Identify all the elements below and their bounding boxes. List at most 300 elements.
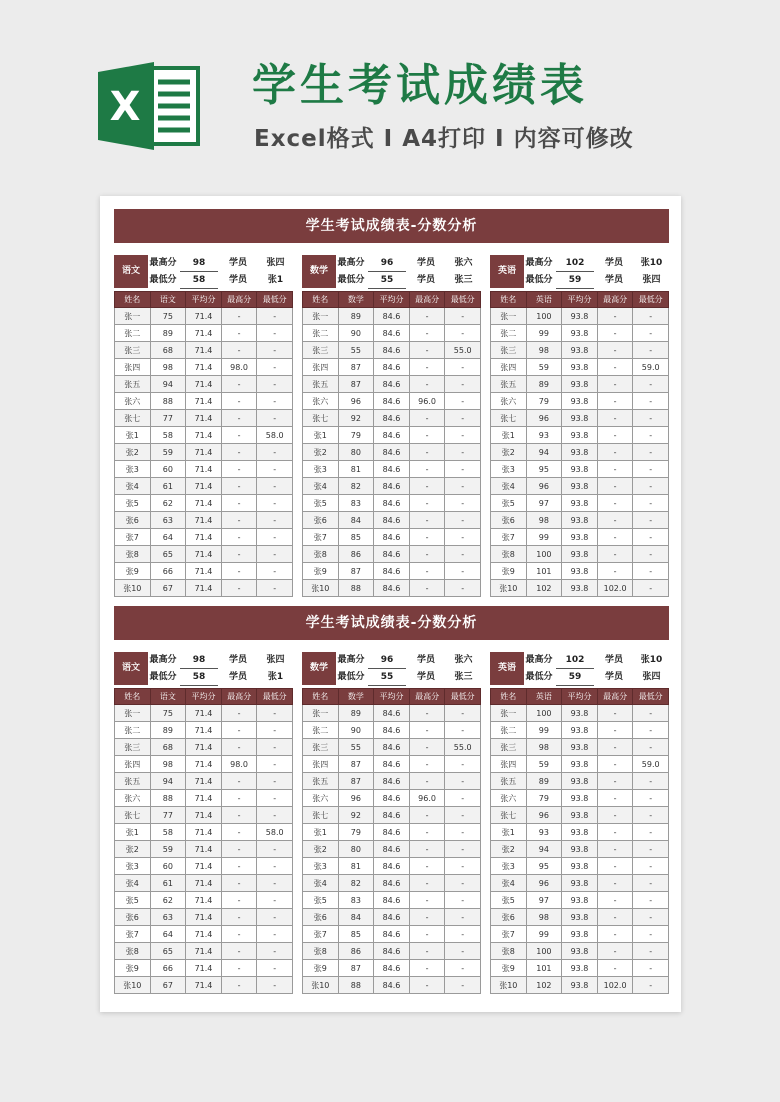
table-cell[interactable]: - <box>257 722 293 739</box>
table-cell[interactable]: 张一 <box>115 705 151 722</box>
table-cell[interactable]: 79 <box>338 824 374 841</box>
table-cell[interactable]: 95 <box>526 461 562 478</box>
table-cell[interactable]: 58.0 <box>257 824 293 841</box>
table-cell[interactable]: 86 <box>338 546 374 563</box>
table-cell[interactable]: - <box>597 529 633 546</box>
table-cell[interactable]: 张3 <box>115 461 151 478</box>
table-cell[interactable]: 71.4 <box>186 824 222 841</box>
table-cell[interactable]: - <box>633 841 669 858</box>
table-cell[interactable]: 张四 <box>303 756 339 773</box>
table-cell[interactable]: 张3 <box>491 858 527 875</box>
max-score-value[interactable]: 96 <box>368 255 406 272</box>
table-cell[interactable]: - <box>597 308 633 325</box>
table-cell[interactable]: 87 <box>338 773 374 790</box>
table-cell[interactable]: 77 <box>150 807 186 824</box>
table-cell[interactable]: 67 <box>150 580 186 597</box>
table-cell[interactable]: 59.0 <box>633 756 669 773</box>
table-cell[interactable]: - <box>633 478 669 495</box>
table-cell[interactable]: 张7 <box>491 529 527 546</box>
table-cell[interactable]: - <box>597 773 633 790</box>
table-cell[interactable]: - <box>597 705 633 722</box>
table-cell[interactable]: 99 <box>526 722 562 739</box>
table-cell[interactable]: - <box>409 756 445 773</box>
table-cell[interactable]: 94 <box>150 376 186 393</box>
table-cell[interactable]: 100 <box>526 705 562 722</box>
table-cell[interactable]: 张二 <box>491 722 527 739</box>
column-header[interactable]: 最低分 <box>445 689 481 705</box>
table-cell[interactable]: - <box>597 512 633 529</box>
table-cell[interactable]: 102 <box>526 977 562 994</box>
max-score-student[interactable]: 张四 <box>266 655 285 665</box>
table-cell[interactable]: 84.6 <box>374 427 410 444</box>
table-cell[interactable]: - <box>257 909 293 926</box>
column-header[interactable]: 姓名 <box>491 689 527 705</box>
table-cell[interactable]: - <box>445 359 481 376</box>
table-cell[interactable]: 96 <box>526 807 562 824</box>
table-cell[interactable]: 64 <box>150 926 186 943</box>
table-cell[interactable]: 张2 <box>303 444 339 461</box>
table-cell[interactable]: - <box>597 376 633 393</box>
table-cell[interactable]: - <box>445 841 481 858</box>
min-score-value[interactable]: 59 <box>556 669 594 686</box>
table-cell[interactable]: 张五 <box>115 773 151 790</box>
table-cell[interactable]: - <box>257 926 293 943</box>
table-cell[interactable]: - <box>409 512 445 529</box>
table-cell[interactable]: 93.8 <box>562 580 598 597</box>
table-cell[interactable]: - <box>597 824 633 841</box>
column-header[interactable]: 最低分 <box>633 292 669 308</box>
table-cell[interactable]: 71.4 <box>186 410 222 427</box>
table-cell[interactable]: - <box>409 376 445 393</box>
table-cell[interactable]: 98 <box>526 342 562 359</box>
max-score-value[interactable]: 102 <box>556 255 594 272</box>
table-cell[interactable]: 101 <box>526 563 562 580</box>
table-cell[interactable]: 张8 <box>491 546 527 563</box>
table-cell[interactable]: 张8 <box>303 546 339 563</box>
table-cell[interactable]: 张七 <box>115 410 151 427</box>
table-cell[interactable]: 71.4 <box>186 359 222 376</box>
table-cell[interactable]: 87 <box>338 359 374 376</box>
table-cell[interactable]: 71.4 <box>186 308 222 325</box>
table-cell[interactable]: - <box>445 858 481 875</box>
table-cell[interactable]: - <box>409 943 445 960</box>
table-cell[interactable]: - <box>445 960 481 977</box>
table-cell[interactable]: - <box>445 376 481 393</box>
table-cell[interactable]: 71.4 <box>186 875 222 892</box>
table-cell[interactable]: - <box>445 977 481 994</box>
table-cell[interactable]: - <box>597 410 633 427</box>
table-cell[interactable]: 93.8 <box>562 892 598 909</box>
table-cell[interactable]: 张8 <box>115 546 151 563</box>
table-cell[interactable]: - <box>445 892 481 909</box>
table-cell[interactable]: 71.4 <box>186 495 222 512</box>
table-cell[interactable]: - <box>409 529 445 546</box>
table-cell[interactable]: 张一 <box>115 308 151 325</box>
table-cell[interactable]: 张8 <box>115 943 151 960</box>
table-cell[interactable]: - <box>597 858 633 875</box>
table-cell[interactable]: 93.8 <box>562 444 598 461</box>
table-cell[interactable]: 张三 <box>303 739 339 756</box>
table-cell[interactable]: 张一 <box>491 705 527 722</box>
table-cell[interactable]: 张四 <box>491 756 527 773</box>
column-header[interactable]: 最高分 <box>409 292 445 308</box>
table-cell[interactable]: 60 <box>150 461 186 478</box>
table-cell[interactable]: - <box>445 773 481 790</box>
table-cell[interactable]: - <box>633 410 669 427</box>
table-cell[interactable]: 84.6 <box>374 529 410 546</box>
table-cell[interactable]: 张四 <box>115 756 151 773</box>
table-cell[interactable]: 92 <box>338 410 374 427</box>
table-cell[interactable]: 59 <box>150 841 186 858</box>
table-cell[interactable]: 张7 <box>303 529 339 546</box>
table-cell[interactable]: 89 <box>338 308 374 325</box>
min-score-value[interactable]: 55 <box>368 669 406 686</box>
table-cell[interactable]: - <box>409 461 445 478</box>
table-cell[interactable]: 99 <box>526 529 562 546</box>
table-cell[interactable]: 84.6 <box>374 410 410 427</box>
table-cell[interactable]: - <box>221 807 257 824</box>
min-score-value[interactable]: 58 <box>180 272 218 289</box>
table-cell[interactable]: 98 <box>150 756 186 773</box>
table-cell[interactable]: 96 <box>338 393 374 410</box>
table-cell[interactable]: 100 <box>526 546 562 563</box>
table-cell[interactable]: 84.6 <box>374 807 410 824</box>
table-cell[interactable]: 71.4 <box>186 858 222 875</box>
table-cell[interactable]: 64 <box>150 529 186 546</box>
table-cell[interactable]: 张六 <box>303 790 339 807</box>
table-cell[interactable]: 89 <box>526 773 562 790</box>
table-cell[interactable]: 101 <box>526 960 562 977</box>
min-score-value[interactable]: 58 <box>180 669 218 686</box>
table-cell[interactable]: 93.8 <box>562 461 598 478</box>
table-cell[interactable]: - <box>221 427 257 444</box>
table-cell[interactable]: 96 <box>526 478 562 495</box>
table-cell[interactable]: - <box>597 909 633 926</box>
table-cell[interactable]: - <box>597 926 633 943</box>
table-cell[interactable]: 71.4 <box>186 977 222 994</box>
table-cell[interactable]: 71.4 <box>186 807 222 824</box>
table-cell[interactable]: - <box>633 926 669 943</box>
table-cell[interactable]: 93.8 <box>562 495 598 512</box>
table-cell[interactable]: 张4 <box>491 478 527 495</box>
table-cell[interactable]: 100 <box>526 308 562 325</box>
table-cell[interactable]: - <box>597 739 633 756</box>
table-cell[interactable]: 99 <box>526 926 562 943</box>
column-header[interactable]: 姓名 <box>491 292 527 308</box>
table-cell[interactable]: 84.6 <box>374 756 410 773</box>
table-cell[interactable]: 张六 <box>491 393 527 410</box>
table-cell[interactable]: 84.6 <box>374 790 410 807</box>
table-cell[interactable]: 81 <box>338 461 374 478</box>
table-cell[interactable]: 张五 <box>491 376 527 393</box>
table-cell[interactable]: 80 <box>338 444 374 461</box>
table-cell[interactable]: 84.6 <box>374 393 410 410</box>
table-cell[interactable]: 84.6 <box>374 705 410 722</box>
table-cell[interactable]: - <box>221 495 257 512</box>
table-cell[interactable]: - <box>409 427 445 444</box>
table-cell[interactable]: 85 <box>338 926 374 943</box>
table-cell[interactable]: 82 <box>338 478 374 495</box>
table-cell[interactable]: 93.8 <box>562 773 598 790</box>
table-cell[interactable]: - <box>445 722 481 739</box>
table-cell[interactable]: - <box>445 790 481 807</box>
table-cell[interactable]: 张二 <box>303 325 339 342</box>
table-cell[interactable]: - <box>445 563 481 580</box>
column-header[interactable]: 语文 <box>150 689 186 705</box>
table-cell[interactable]: 71.4 <box>186 790 222 807</box>
table-cell[interactable]: 84.6 <box>374 926 410 943</box>
table-cell[interactable]: 张9 <box>303 960 339 977</box>
table-cell[interactable]: 张10 <box>303 977 339 994</box>
table-cell[interactable]: 84.6 <box>374 546 410 563</box>
table-cell[interactable]: - <box>597 546 633 563</box>
table-cell[interactable]: 71.4 <box>186 722 222 739</box>
column-header[interactable]: 最低分 <box>257 689 293 705</box>
table-cell[interactable]: 66 <box>150 960 186 977</box>
table-cell[interactable]: - <box>257 342 293 359</box>
table-cell[interactable]: - <box>257 325 293 342</box>
table-cell[interactable]: - <box>221 580 257 597</box>
table-cell[interactable]: 张9 <box>491 960 527 977</box>
table-cell[interactable]: - <box>445 495 481 512</box>
table-cell[interactable]: 71.4 <box>186 960 222 977</box>
table-cell[interactable]: 84.6 <box>374 359 410 376</box>
table-cell[interactable]: 张七 <box>303 807 339 824</box>
table-cell[interactable]: 张6 <box>491 512 527 529</box>
table-cell[interactable]: 张6 <box>303 909 339 926</box>
table-cell[interactable]: 张4 <box>115 875 151 892</box>
table-cell[interactable]: 93 <box>526 427 562 444</box>
table-cell[interactable]: 71.4 <box>186 926 222 943</box>
table-cell[interactable]: - <box>257 875 293 892</box>
table-cell[interactable]: 67 <box>150 977 186 994</box>
table-cell[interactable]: 张2 <box>115 841 151 858</box>
table-cell[interactable]: 张1 <box>303 824 339 841</box>
table-cell[interactable]: 张4 <box>303 478 339 495</box>
column-header[interactable]: 姓名 <box>303 689 339 705</box>
table-cell[interactable]: - <box>633 529 669 546</box>
table-cell[interactable]: 张10 <box>115 977 151 994</box>
table-cell[interactable]: 93.8 <box>562 325 598 342</box>
table-cell[interactable]: 100 <box>526 943 562 960</box>
table-cell[interactable]: - <box>633 376 669 393</box>
table-cell[interactable]: 93.8 <box>562 807 598 824</box>
table-cell[interactable]: 93.8 <box>562 960 598 977</box>
table-cell[interactable]: - <box>257 773 293 790</box>
table-cell[interactable]: 84.6 <box>374 773 410 790</box>
table-cell[interactable]: - <box>597 875 633 892</box>
table-cell[interactable]: 张六 <box>115 790 151 807</box>
table-cell[interactable]: 93.8 <box>562 478 598 495</box>
table-cell[interactable]: - <box>445 875 481 892</box>
table-cell[interactable]: - <box>221 325 257 342</box>
table-cell[interactable]: - <box>597 790 633 807</box>
table-cell[interactable]: - <box>409 960 445 977</box>
table-cell[interactable]: 93.8 <box>562 841 598 858</box>
table-cell[interactable]: - <box>257 841 293 858</box>
table-cell[interactable]: 65 <box>150 546 186 563</box>
table-cell[interactable]: 93.8 <box>562 563 598 580</box>
table-cell[interactable]: 71.4 <box>186 773 222 790</box>
max-score-value[interactable]: 96 <box>368 652 406 669</box>
table-cell[interactable]: 张6 <box>303 512 339 529</box>
table-cell[interactable]: - <box>445 756 481 773</box>
table-cell[interactable]: - <box>633 512 669 529</box>
min-score-student[interactable]: 张三 <box>454 672 473 682</box>
table-cell[interactable]: - <box>409 773 445 790</box>
table-cell[interactable]: - <box>257 529 293 546</box>
table-cell[interactable]: - <box>221 926 257 943</box>
table-cell[interactable]: 93.8 <box>562 410 598 427</box>
table-cell[interactable]: 张2 <box>303 841 339 858</box>
table-cell[interactable]: 张1 <box>491 824 527 841</box>
table-cell[interactable]: 张9 <box>491 563 527 580</box>
table-cell[interactable]: - <box>221 705 257 722</box>
table-cell[interactable]: 张四 <box>303 359 339 376</box>
table-cell[interactable]: - <box>633 875 669 892</box>
table-cell[interactable]: - <box>221 960 257 977</box>
table-cell[interactable]: - <box>633 909 669 926</box>
table-cell[interactable]: - <box>597 461 633 478</box>
min-score-student[interactable]: 张四 <box>642 672 661 682</box>
table-cell[interactable]: 张7 <box>115 529 151 546</box>
column-header[interactable]: 最低分 <box>633 689 669 705</box>
table-cell[interactable]: 93.8 <box>562 705 598 722</box>
table-cell[interactable]: - <box>633 546 669 563</box>
table-cell[interactable]: - <box>633 824 669 841</box>
table-cell[interactable]: - <box>633 495 669 512</box>
table-cell[interactable]: 93.8 <box>562 756 598 773</box>
table-cell[interactable]: 71.4 <box>186 444 222 461</box>
table-cell[interactable]: 77 <box>150 410 186 427</box>
column-header[interactable]: 平均分 <box>562 292 598 308</box>
table-cell[interactable]: 71.4 <box>186 529 222 546</box>
table-cell[interactable]: - <box>409 858 445 875</box>
table-cell[interactable]: 98 <box>526 909 562 926</box>
table-cell[interactable]: - <box>633 722 669 739</box>
table-cell[interactable]: 84.6 <box>374 444 410 461</box>
table-cell[interactable]: 58 <box>150 427 186 444</box>
table-cell[interactable]: 张5 <box>491 892 527 909</box>
table-cell[interactable]: 75 <box>150 705 186 722</box>
table-cell[interactable]: - <box>633 892 669 909</box>
table-cell[interactable]: 张7 <box>303 926 339 943</box>
table-cell[interactable]: 93.8 <box>562 977 598 994</box>
table-cell[interactable]: 55.0 <box>445 342 481 359</box>
table-cell[interactable]: - <box>409 841 445 858</box>
column-header[interactable]: 数学 <box>338 689 374 705</box>
column-header[interactable]: 平均分 <box>186 689 222 705</box>
table-cell[interactable]: 71.4 <box>186 478 222 495</box>
table-cell[interactable]: 86 <box>338 943 374 960</box>
table-cell[interactable]: 张三 <box>115 342 151 359</box>
table-cell[interactable]: 96 <box>338 790 374 807</box>
table-cell[interactable]: 59 <box>150 444 186 461</box>
table-cell[interactable]: - <box>409 308 445 325</box>
table-cell[interactable]: - <box>445 705 481 722</box>
table-cell[interactable]: - <box>409 807 445 824</box>
table-cell[interactable]: 张六 <box>491 790 527 807</box>
table-cell[interactable]: - <box>221 308 257 325</box>
column-header[interactable]: 语文 <box>150 292 186 308</box>
column-header[interactable]: 姓名 <box>303 292 339 308</box>
table-cell[interactable]: - <box>409 410 445 427</box>
table-cell[interactable]: 93.8 <box>562 376 598 393</box>
table-cell[interactable]: - <box>445 308 481 325</box>
table-cell[interactable]: 张10 <box>491 580 527 597</box>
table-cell[interactable]: 84.6 <box>374 909 410 926</box>
table-cell[interactable]: 92 <box>338 807 374 824</box>
column-header[interactable]: 姓名 <box>115 292 151 308</box>
table-cell[interactable]: - <box>257 892 293 909</box>
table-cell[interactable]: - <box>221 461 257 478</box>
table-cell[interactable]: - <box>445 410 481 427</box>
table-cell[interactable]: 张六 <box>115 393 151 410</box>
table-cell[interactable]: - <box>409 342 445 359</box>
table-cell[interactable]: 93.8 <box>562 739 598 756</box>
table-cell[interactable]: 94 <box>150 773 186 790</box>
table-cell[interactable]: - <box>221 393 257 410</box>
table-cell[interactable]: 张10 <box>491 977 527 994</box>
table-cell[interactable]: 71.4 <box>186 546 222 563</box>
table-cell[interactable]: 张5 <box>303 495 339 512</box>
column-header[interactable]: 姓名 <box>115 689 151 705</box>
table-cell[interactable]: - <box>445 909 481 926</box>
table-cell[interactable]: 79 <box>526 790 562 807</box>
table-cell[interactable]: 张2 <box>491 841 527 858</box>
table-cell[interactable]: 张二 <box>115 722 151 739</box>
table-cell[interactable]: 60 <box>150 858 186 875</box>
table-cell[interactable]: 84.6 <box>374 342 410 359</box>
table-cell[interactable]: - <box>445 580 481 597</box>
table-cell[interactable]: - <box>409 580 445 597</box>
column-header[interactable]: 最高分 <box>221 689 257 705</box>
table-cell[interactable]: - <box>257 495 293 512</box>
table-cell[interactable]: - <box>257 739 293 756</box>
table-cell[interactable]: - <box>221 790 257 807</box>
table-cell[interactable]: - <box>597 960 633 977</box>
min-score-value[interactable]: 55 <box>368 272 406 289</box>
column-header[interactable]: 平均分 <box>186 292 222 308</box>
table-cell[interactable]: 96.0 <box>409 790 445 807</box>
table-cell[interactable]: 84.6 <box>374 376 410 393</box>
table-cell[interactable]: - <box>633 325 669 342</box>
table-cell[interactable]: 98 <box>526 512 562 529</box>
table-cell[interactable]: - <box>409 495 445 512</box>
table-cell[interactable]: - <box>221 892 257 909</box>
table-cell[interactable]: 97 <box>526 892 562 909</box>
table-cell[interactable]: 93.8 <box>562 427 598 444</box>
table-cell[interactable]: 71.4 <box>186 461 222 478</box>
table-cell[interactable]: 71.4 <box>186 841 222 858</box>
table-cell[interactable]: 张1 <box>115 824 151 841</box>
table-cell[interactable]: 84.6 <box>374 858 410 875</box>
column-header[interactable]: 数学 <box>338 292 374 308</box>
table-cell[interactable]: 63 <box>150 909 186 926</box>
table-cell[interactable]: 71.4 <box>186 342 222 359</box>
table-cell[interactable]: 93 <box>526 824 562 841</box>
max-score-value[interactable]: 102 <box>556 652 594 669</box>
table-cell[interactable]: 93.8 <box>562 943 598 960</box>
table-cell[interactable]: 98 <box>150 359 186 376</box>
table-cell[interactable]: - <box>221 739 257 756</box>
table-cell[interactable]: 102 <box>526 580 562 597</box>
table-cell[interactable]: - <box>257 444 293 461</box>
table-cell[interactable]: 张9 <box>303 563 339 580</box>
table-cell[interactable]: 张8 <box>491 943 527 960</box>
table-cell[interactable]: 98.0 <box>221 359 257 376</box>
table-cell[interactable]: - <box>409 926 445 943</box>
